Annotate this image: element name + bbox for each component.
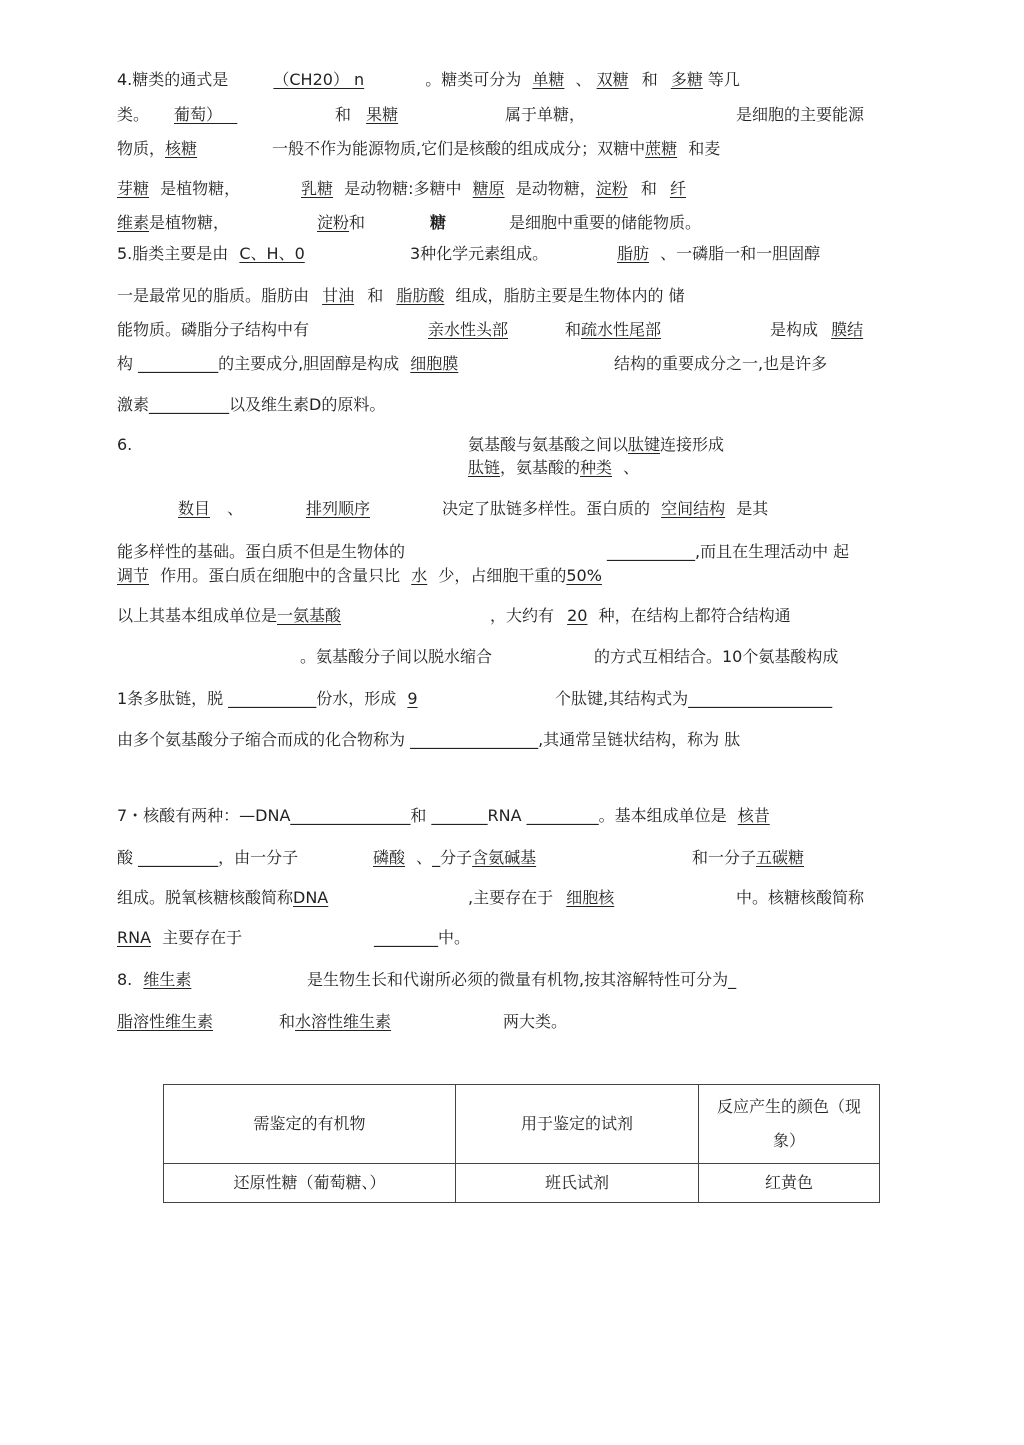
q7-answer: 五碳糖 [756,848,805,867]
q6-answer: 肽链 [468,458,501,477]
q6-answer: 数目 [178,499,211,518]
q4-answer: 乳糖 [301,179,334,198]
q5-text: 、一磷脂一和一胆固醇 [660,244,821,263]
q7-answer: RNA [117,928,152,947]
table-row [164,1164,880,1203]
q7-line-3c [736,887,864,909]
q4-text: 是植物糖， [160,179,241,198]
q6-line-7 [300,646,492,668]
q8-line-2c [503,1011,567,1033]
q4-text: 属于单糖， [505,105,586,124]
q6-answer: 9 [407,689,418,708]
q7-line-1 [117,805,770,827]
q4-text: 糖 [430,213,447,232]
q8-text: 和 [279,1012,296,1031]
q8-line-2b [279,1011,391,1033]
q6-text: 。氨基酸分子间以脱水缩合 [300,647,493,666]
q6-line-3 [178,498,243,520]
q5-text: 组成，脂肪主要是生物体内的 储 [455,286,685,305]
q7-answer: 细胞核 [566,888,615,907]
q4-answer: 单糖 [532,70,565,89]
q5-line-2 [117,285,685,307]
q5-answer: 甘油 [322,286,355,305]
q6-answer: 20 [567,606,588,625]
q6-text: 的方式互相结合。10个氨基酸构成 [594,647,839,666]
table-header-row [164,1085,880,1164]
q4-line-5 [117,212,229,234]
q6-line-5 [117,565,602,587]
q6-line-8b [555,688,832,710]
q6-text: 1条多肽链，脱 ___________份水，形成 [117,689,397,708]
q7-text: 7・核酸有两种：—DNA_______________和 _______RNA _________。基本组成单位是 [117,806,727,825]
q5-text: 结构的重要成分之一,也是许多 [614,354,828,373]
q4-text: 、 [575,70,592,89]
q7-line-2 [117,847,298,869]
q4-line-4 [117,178,240,200]
q6-line-3b [306,498,370,520]
q6-line-6b [490,605,791,627]
q4-text: 是细胞的主要能源 [736,105,865,124]
q4-line-5c [430,212,446,234]
q6-answer: 空间结构 [661,499,726,518]
q4-line-3b [272,138,720,160]
q4-text: 等几 [707,70,740,89]
q5-line-1 [117,243,305,265]
q4-answer: 果糖 [366,105,399,124]
q4-line-5d [509,212,701,234]
q6-line-1 [468,434,724,456]
q4-answer: （CH20） n [273,70,365,89]
q5-line-3c [565,319,661,341]
q4-text: 和 [640,179,657,198]
q4-text: 类。 [117,105,150,124]
q5-text: 一是最常见的脂质。脂肪由 [117,286,310,305]
q8-text: 两大类。 [503,1012,568,1031]
q7-line-2b [373,847,536,869]
q6-answer: 50% [566,566,602,585]
q4-answer: 淀粉 [595,179,628,198]
q5-line-3 [117,319,309,341]
q4-answer: 淀粉 [317,213,350,232]
q5-text: 构 __________的主要成分,胆固醇是构成 [117,354,400,373]
q4-answer: 葡萄） [174,105,223,124]
q6-text: 、 [227,499,244,518]
q8-text: 是生物生长和代谢所必须的微量有机物,按其溶解特性可分为_ [307,970,737,989]
q4-line-2d [505,104,585,126]
q5-line-3b [428,319,508,341]
q5-text: 和 [565,320,582,339]
q4-text: 和 [335,105,352,124]
q6-text: 作用。蛋白质在细胞中的含量只比 [160,566,401,585]
q4-line-2c [335,104,398,126]
q4-answer: 蔗糖 [645,139,678,158]
q4-answer: 维素 [117,213,150,232]
q7-text: ,主要存在于 [468,888,554,907]
q6-text: 、 [623,458,640,477]
q7-answer: 含氨碱基 [472,848,537,867]
q4-text: 是动物糖:多糖中 [344,179,462,198]
q7-text: 主要存在于 [162,928,243,947]
q4-text: 和麦 [688,139,721,158]
q6-text: 能多样性的基础。蛋白质不但是生物体的 [117,542,406,561]
q7-answer: 磷酸 [373,848,406,867]
q6-text: ，氨基酸的 [500,458,581,477]
q4-answer: 芽糖 [117,179,150,198]
q6-answer: 调节 [117,566,150,585]
q4-line-2 [117,104,149,126]
q6-line-4b [607,541,849,563]
q6-answer: 种类 [580,458,613,477]
q5-line-4 [117,353,458,375]
q4-line-5b [317,212,365,234]
q6-text: 种，在结构上都符合结构通 [598,606,791,625]
q4-answer: 核糖 [165,139,198,158]
q4-line-4b [301,178,686,200]
q7-line-4 [117,927,242,949]
q5-answer: 疏水性尾部 [581,320,662,339]
q5-text: 3种化学元素组成。 [410,244,549,263]
table-cell: 班氏试剂 [456,1164,699,1203]
q6-text: 6. [117,435,133,454]
q8-text: 8. [117,970,133,989]
q7-text: 组成。脱氧核糖核酸简称 [117,888,294,907]
q5-text: 5.脂类主要是由 [117,244,229,263]
q5-answer: C、H、0 [239,244,305,263]
q5-answer: 细胞膜 [410,354,459,373]
q5-line-4b [614,353,827,375]
identification-table [163,1084,880,1203]
q4-text: 。糖类可分为 [425,70,522,89]
q5-answer: 膜结 [831,320,864,339]
q7-text: 、_分子 [416,848,473,867]
q5-text: 能物质。磷脂分子结构中有 [117,320,310,339]
q6-text: 以上其基本组成单位是 [117,606,278,625]
q8-line-1b [307,969,736,991]
q7-answer: 核昔 [737,806,770,825]
table-header-cell: 用于鉴定的试剂 [456,1085,699,1164]
q6-answer: 排列顺序 [306,499,371,518]
q5-line-3d [770,319,863,341]
q7-text: 和一分子 [692,848,757,867]
q5-text: 激素__________以及维生素D的原料。 [117,395,386,414]
q4-text: 是细胞中重要的储能物质。 [509,213,702,232]
q7-answer: DNA [293,888,329,907]
q6-text: 氨基酸与氨基酸之间以 [468,435,629,454]
q4-text: 是动物糖， [515,179,596,198]
q8-answer: 水溶性维生素 [295,1012,392,1031]
q6-text: ___________,而且在生理活动中 起 [607,542,850,561]
q7-line-3 [117,887,328,909]
q7-line-2c [692,847,804,869]
q7-text: 中。核糖核酸简称 [736,888,865,907]
q5-line-5 [117,394,385,416]
q4-text: 一般不作为能源物质,它们是核酸的组成成分；双糖中 [272,139,646,158]
q4-text: 和 [641,70,658,89]
q5-answer: 脂肪 [617,244,650,263]
q6-line-8 [117,688,418,710]
q6-line-4 [117,541,405,563]
table-cell: 红黄色 [699,1164,880,1203]
q6-line-2 [468,457,639,479]
q6-text: 决定了肽链多样性。蛋白质的 [442,499,651,518]
q5-line-1b [410,243,548,265]
table-header-cell: 需鉴定的有机物 [164,1085,456,1164]
q4-line-1 [117,69,740,91]
q4-line-2e [736,104,864,126]
q6-line-6 [117,605,341,627]
q4-line-2b [174,104,237,126]
q6-text: 个肽键,其结构式为__________________ [555,689,833,708]
q6-answer: 水 [411,566,428,585]
q5-answer: 脂肪酸 [396,286,445,305]
q4-answer: 多糖 [670,70,703,89]
q6-text: 是其 [736,499,769,518]
q8-answer: 维生素 [143,970,192,989]
table-header-cell: 反应产生的颜色（现象） [699,1085,880,1164]
q8-line-1 [117,969,191,991]
q6-text: 由多个氨基酸分子缩合而成的化合物称为 ________________,其通常呈链状结构，称为 肽 [117,730,741,749]
q7-text: ________中。 [374,928,471,947]
q6-line-9 [117,729,740,751]
q6-line-7b [594,646,838,668]
q4-answer: 双糖 [596,70,629,89]
q5-answer: 亲水性头部 [428,320,509,339]
q6-answer: 肽键 [628,435,661,454]
q8-answer: 脂溶性维生素 [117,1012,214,1031]
q6-text: 少，占细胞干重的 [438,566,567,585]
q8-line-2 [117,1011,213,1033]
q5-text: 是构成 [770,320,819,339]
q4-text: 和 [349,213,366,232]
q4-answer: 纤 [669,179,686,198]
q4-text: 4.糖类的通式是 [117,70,229,89]
q4-answer: 糖原 [472,179,505,198]
q4-text: 物质， [117,139,166,158]
q6-text: ，大约有 [490,606,555,625]
q6-line-3c [442,498,768,520]
q7-line-4b [374,927,470,949]
table-cell: 还原性糖（葡萄糖、） [164,1164,456,1203]
q4-text: 是植物糖， [149,213,230,232]
q4-line-3 [117,138,197,160]
q7-text: 酸 __________，由一分子 [117,848,299,867]
q6-number [117,434,132,456]
q5-text: 和 [367,286,384,305]
q6-text: 连接形成 [660,435,725,454]
q6-answer: 一氨基酸 [277,606,342,625]
q7-line-3b [468,887,614,909]
q5-line-1c [617,243,820,265]
